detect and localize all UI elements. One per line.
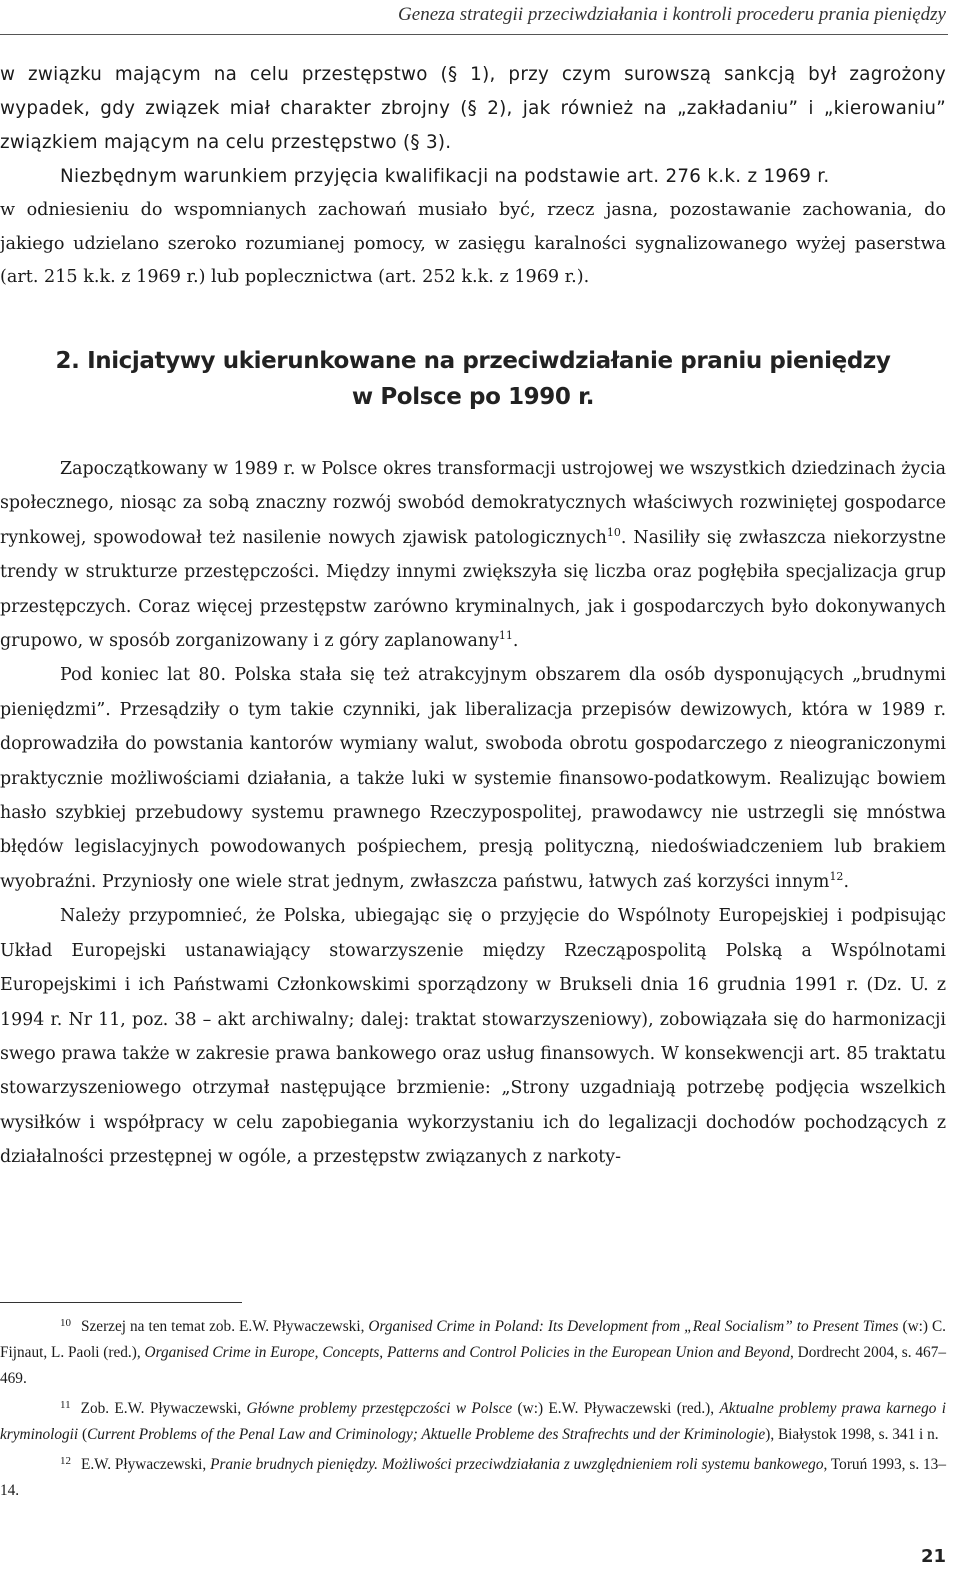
section-heading-line-1: 2. Inicjatywy ukierunkowane na przeciwdziałanie praniu pieniędzy xyxy=(55,348,891,374)
footnote-text: , Toruń 1993, s. 13–14. xyxy=(0,1456,946,1499)
footnote-text: ( xyxy=(78,1426,88,1443)
running-header: Geneza strategii przeciwdziałania i kontroli procederu prania pieniędzy xyxy=(398,4,946,25)
intro-paragraph-2a: Niezbędnym warunkiem przyjęcia kwalifikacji na podstawie art. 276 k.k. z 1969 r. xyxy=(60,166,830,187)
footnote-divider xyxy=(0,1302,242,1303)
footnote-title: Current Problems of the Penal Law and Criminology; Aktuelle Probleme des Strafrechts und der Kriminologie xyxy=(87,1426,766,1443)
footnote-ref-11[interactable]: 11 xyxy=(498,629,513,643)
footnote-ref-12[interactable]: 12 xyxy=(829,869,844,883)
footnote-10 xyxy=(0,1310,946,1392)
section-heading xyxy=(0,343,946,415)
header-divider xyxy=(0,34,948,35)
main-text xyxy=(0,452,946,1175)
main-p1-text-a: Zapoczątkowany w 1989 r. w Polsce okres transformacji ustrojowej we wszystkich dziedzinach życia społecznego, niosąc za sobą znaczny rozwój swobód demokratycznych właściwych rozwiniętej gospodarce rynkowej, spowodował też nasilenie nowych zjawisk patologicznych xyxy=(0,459,946,548)
main-paragraph-3: Należy przypomnieć, że Polska, ubiegając się o przyjęcie do Wspólnoty Europejskiej i podpisując Układ Europejski ustanawiający stowarzyszenie między Rzecząpospolitą Polską a Wspólnotami Europejskimi i ich Państwami Członkowskimi sporządzony w Brukseli dnia 16 grudnia 1991 r. (Dz. U. z 1994 r. Nr 11, poz. 38 – akt archiwalny; dalej: traktat stowarzyszeniowy), zobowiązała się do harmonizacji swego prawa także w zakresie prawa bankowego oraz usług finansowych. W konsekwencji art. 85 traktatu stowarzyszeniowego otrzymał następujące brzmienie: „Strony uzgadniają potrzebę podjęcia wszelkich wysiłków i współpracy w celu zapobiegania wykorzystaniu ich do legalizacji dochodów pochodzących z działalności przestępnej w ogóle, a przestępstw związanych z narkoty- xyxy=(0,906,946,1168)
intro-paragraph-2b: w odniesieniu do wspomnianych zachowań musiało być, rzecz jasna, pozostawanie zachowania, do jakiego udzielano szeroko rozumianej pomocy, w zasięgu karalności sygnalizowanego wyżej paserstwa (art. 215 k.k. z 1969 r.) lub poplecznictwa (art. 252 k.k. z 1969 r.). xyxy=(0,200,946,287)
section-heading-line-2: w Polsce po 1990 r. xyxy=(351,384,595,410)
footnote-title: Główne problemy przestępczości w Polsce xyxy=(246,1400,513,1417)
footnote-number: 10 xyxy=(60,1317,71,1329)
footnote-title: Organised Crime in Europe, Concepts, Patterns and Control Policies in the European Union and Beyond xyxy=(144,1344,791,1361)
footnote-title: Organised Crime in Poland: Its Development from „Real Socialism” to Present Times xyxy=(368,1318,899,1335)
main-paragraph-1 xyxy=(0,452,946,658)
footnote-text: Zob. E.W. Pływaczewski, xyxy=(80,1400,247,1417)
main-p2-text-a: Pod koniec lat 80. Polska stała się też atrakcyjnym obszarem dla osób dysponujących „brudnymi pieniędzmi”. Przesądziły o tym takie czynniki, jak liberalizacja przepisów dewizowych, która w 1989 r. doprowadziła do powstania kantorów wymiany walut, swoboda obrotu gospodarczego z nieograniczonymi praktycznie możliwościami działania, a także luki w systemie finansowo-podatkowym. Realizując bowiem hasło szybkiej przebudowy systemu prawnego Rzeczypospolitej, prawodawcy nie ustrzegli się mnóstwa błędów legislacyjnych powodowanych pośpiechem, presją polityczną, niedoświadczeniem lub brakiem wyobraźni. Przyniosły one wiele strat jednym, zwłaszcza państwu, łatwych zaś korzyści innym xyxy=(0,665,946,892)
footnote-text: (w:) C. Fijnaut, L. Paoli (red.), xyxy=(0,1318,946,1361)
footnote-number: 11 xyxy=(60,1399,71,1411)
footnote-text: E.W. Pływaczewski, xyxy=(81,1456,211,1473)
footnote-text: , Dordrecht 2004, s. 467–469. xyxy=(0,1344,947,1387)
footnote-number: 12 xyxy=(60,1455,71,1467)
intro-paragraph-1: w związku mającym na celu przestępstwo (§ 1), przy czym surowszą sankcją był zagrożony wypadek, gdy związek miał charakter zbrojny (§ 2), jak również na „zakładaniu” i „kierowaniu” związkiem mającym na celu przestępstwo (§ 3). xyxy=(0,64,946,153)
footnote-title: Pranie brudnych pieniędzy. Możliwości przeciwdziałania z uwzględnieniem roli systemu bankowego xyxy=(210,1456,824,1473)
main-p1-text-c: . xyxy=(512,631,519,652)
main-p2-text-b: . xyxy=(843,871,849,892)
footnote-text: (w:) E.W. Pływaczewski (red.), xyxy=(512,1400,720,1417)
intro-text xyxy=(0,58,946,295)
main-paragraph-2 xyxy=(0,658,946,899)
page-number: 21 xyxy=(920,1546,946,1567)
footnotes xyxy=(0,1310,946,1504)
footnote-text: Szerzej na ten temat zob. E.W. Pływaczewski, xyxy=(81,1318,369,1335)
footnote-text: ), Białystok 1998, s. 341 i n. xyxy=(765,1426,939,1443)
footnote-title: Aktualne problemy prawa karnego i kryminologii xyxy=(0,1400,947,1443)
footnote-ref-10[interactable]: 10 xyxy=(606,525,621,539)
footnote-11 xyxy=(0,1392,946,1448)
main-p1-text-b: . Nasiliły się zwłaszcza niekorzystne trendy w strukturze przestępczości. Między innymi zwiększyła się liczba oraz pogłębiła specjalizacja grup przestępczych. Coraz więcej przestępstw zarówno kryminalnych, jak i gospodarczych było dokonywanych grupowo, w sposób zorganizowany i z góry zaplanowany xyxy=(0,527,946,652)
footnote-12 xyxy=(0,1448,946,1504)
